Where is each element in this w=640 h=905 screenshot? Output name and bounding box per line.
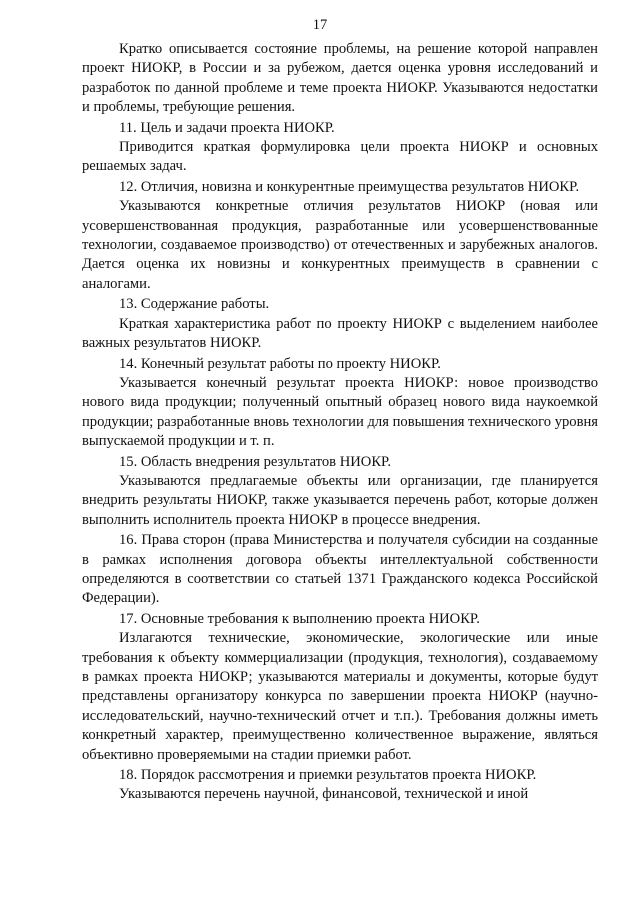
paragraph-requirements: Излагаются технические, экономические, экологические или иные требования к объекту коммерциализации (продукция, технология), создаваемому в рамках проекта НИОКР; указываются материалы и документы, которые будут представлены организатору конкурса по завершении проекта НИОКР (научно-исследовательский, научно-технический отчет и т.п.). Требования должны иметь конкретный характер, преимущественно количественное выражение, являться объективно проверяемыми на стадии приемки работ. — [82, 630, 598, 763]
paragraph-differences: Указываются конкретные отличия результатов НИОКР (новая или усовершенствованная продукция, разработанные или усовершенствованные технологии, создаваемое производство) от отечественных и зарубежных аналогов. Дается оценка их новизны и конкурентных преимуществ в сравнении с аналогами. — [82, 198, 598, 292]
document-body — [82, 40, 598, 805]
section-heading-15: 15. Область внедрения результатов НИОКР. — [119, 453, 391, 470]
paragraph-final-result: Указывается конечный результат проекта НИОКР: новое производство нового вида продукции; полученный опытный образец нового вида наукоемкой продукции; разработанные вновь технологии для повышения технического уровня выпускаемой продукции и т. п. — [82, 374, 598, 450]
section-heading-12: 12. Отличия, новизна и конкурентные преимущества результатов НИОКР. — [119, 178, 580, 195]
section-heading-14: 14. Конечный результат работы по проекту НИОКР. — [119, 355, 441, 372]
section-16-rights: 16. Права сторон (права Министерства и получателя субсидии на созданные в рамках исполнения договора объекты интеллектуальной собственности определяются в соответствии со статьей 1371 Гражданского кодекса Российской Федерации). — [82, 532, 598, 607]
section-heading-18: 18. Порядок рассмотрения и приемки результатов проекта НИОКР. — [119, 767, 537, 784]
section-heading-17: 17. Основные требования к выполнению проекта НИОКР. — [119, 610, 480, 627]
paragraph-implementation: Указываются предлагаемые объекты или организации, где планируется внедрить результаты НИОКР, также указывается перечень работ, которые должен выполнить исполнитель проекта НИОКР в процессе внедрения. — [82, 472, 598, 528]
section-heading-13: 13. Содержание работы. — [119, 296, 270, 313]
paragraph-content: Краткая характеристика работ по проекту НИОКР с выделением наиболее важных результатов НИОКР. — [82, 315, 598, 352]
page-number: 17 — [312, 17, 328, 33]
section-heading-11: 11. Цель и задачи проекта НИОКР. — [119, 119, 335, 136]
paragraph-acceptance: Указываются перечень научной, финансовой, технической и иной — [119, 786, 529, 803]
paragraph-goals: Приводится краткая формулировка цели проекта НИОКР и основных решаемых задач. — [82, 139, 598, 175]
paragraph-problem-state: Кратко описывается состояние проблемы, на решение которой направлен проект НИОКР, в России и за рубежом, дается оценка уровня исследований и разработок по данной проблеме и теме проекта НИОКР. Указываются недостатки и проблемы, требующие решения. — [82, 41, 598, 116]
